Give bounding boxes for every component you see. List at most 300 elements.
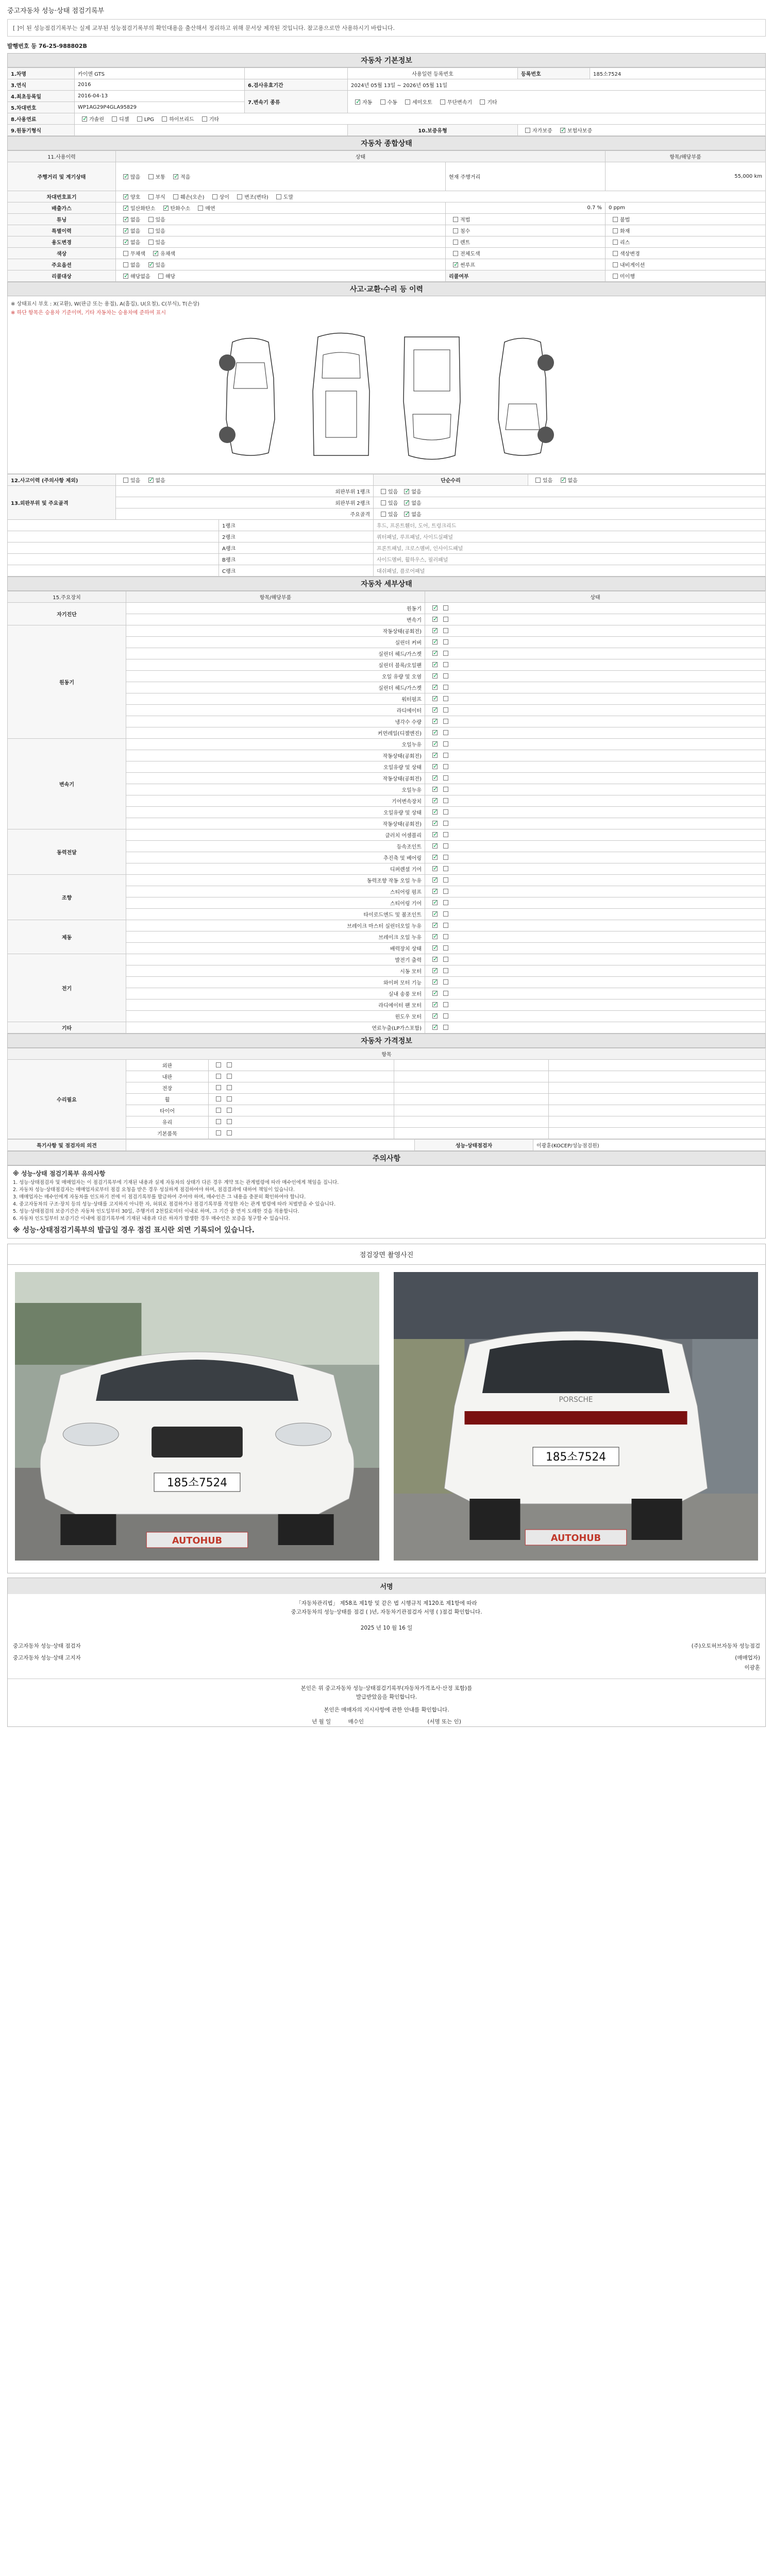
checkbox[interactable] xyxy=(443,889,448,894)
checkbox[interactable] xyxy=(432,968,438,973)
detail-item-status xyxy=(425,614,766,625)
checkbox[interactable] xyxy=(432,764,438,769)
detail-item-status xyxy=(425,954,766,965)
checkbox[interactable] xyxy=(148,478,154,483)
checkbox[interactable] xyxy=(443,605,448,611)
section-detail: 자동차 세부상태 xyxy=(7,577,766,591)
option-label: 보통 xyxy=(155,175,165,180)
checkbox[interactable] xyxy=(148,194,154,199)
detail-item-label: 작동상태(공회전) xyxy=(126,625,425,637)
detail-item-label: 추진축 및 베어링 xyxy=(126,852,425,863)
sign-inspector-company: (주)오토허브자동차 성능점검 xyxy=(691,1643,760,1649)
checkbox[interactable] xyxy=(123,217,128,222)
detail-item-status xyxy=(425,648,766,659)
checkbox[interactable] xyxy=(560,128,565,133)
checkbox[interactable] xyxy=(432,832,438,837)
option-label: 침수 xyxy=(460,229,470,234)
checkbox[interactable] xyxy=(432,809,438,815)
checkbox[interactable] xyxy=(216,1074,221,1079)
checkbox[interactable] xyxy=(148,262,154,267)
checkbox[interactable] xyxy=(443,934,448,939)
checkbox[interactable] xyxy=(480,99,485,105)
checkbox[interactable] xyxy=(432,991,438,996)
option-label: 있음 xyxy=(388,489,398,495)
checkbox[interactable] xyxy=(432,877,438,883)
checkbox[interactable] xyxy=(432,775,438,781)
checkbox[interactable] xyxy=(198,206,203,211)
detail-item-status xyxy=(425,965,766,977)
checkbox[interactable] xyxy=(432,639,438,645)
price-cell xyxy=(549,1071,766,1082)
checkbox[interactable] xyxy=(123,240,128,245)
checkbox[interactable] xyxy=(443,866,448,871)
checkbox[interactable] xyxy=(173,194,178,199)
option-label: 없음 xyxy=(130,263,141,268)
checkbox[interactable] xyxy=(123,194,128,199)
checkbox[interactable] xyxy=(123,206,128,211)
vin-marking-options xyxy=(116,191,766,202)
checkbox[interactable] xyxy=(112,116,117,122)
checkbox[interactable] xyxy=(432,651,438,656)
option-label: 무단변속기 xyxy=(447,100,473,106)
detail-item-label: 스티어링 기어 xyxy=(126,897,425,909)
checkbox[interactable] xyxy=(443,719,448,724)
checkbox[interactable] xyxy=(613,274,618,279)
detail-row xyxy=(8,739,766,750)
rank-items: 프론트패널, 크로스멤버, 인사이드패널 xyxy=(374,543,766,554)
option-label: 없음 xyxy=(130,240,141,246)
checkbox[interactable] xyxy=(216,1096,221,1101)
label-car-name: 1.차명 xyxy=(8,68,75,79)
checkbox[interactable] xyxy=(453,240,458,245)
checkbox[interactable] xyxy=(443,651,448,656)
checkbox[interactable] xyxy=(613,240,618,245)
checkbox[interactable] xyxy=(443,979,448,985)
rank-name: 1랭크 xyxy=(219,520,374,531)
checkbox[interactable] xyxy=(148,174,154,179)
notes-bottom: ※ 성능·상태점검기록부의 발급일 경우 점검 표시란 외면 기록되어 있습니다. xyxy=(13,1226,255,1234)
option-label: 세미오토 xyxy=(412,100,432,106)
checkbox[interactable] xyxy=(432,798,438,803)
checkbox[interactable] xyxy=(443,855,448,860)
emission-options xyxy=(116,202,446,214)
detail-item-label: 작동상태(공회전) xyxy=(126,773,425,784)
checkbox[interactable] xyxy=(443,1025,448,1030)
detail-item-label: 배력장치 상태 xyxy=(126,943,425,954)
label-inspection-period: 6.검사유효기간 xyxy=(245,79,348,91)
checkbox[interactable] xyxy=(404,512,409,517)
checkbox[interactable] xyxy=(432,889,438,894)
section-accident: 사고·교환·수리 등 이력 xyxy=(7,282,766,296)
price-cell xyxy=(549,1105,766,1116)
detail-item-status xyxy=(425,943,766,954)
option-label: 무채색 xyxy=(130,251,145,257)
price-item-label: 유리 xyxy=(126,1116,209,1128)
value-engine-type xyxy=(75,125,348,136)
checkbox[interactable] xyxy=(613,228,618,233)
checkbox[interactable] xyxy=(237,194,242,199)
checkbox[interactable] xyxy=(443,923,448,928)
checkbox[interactable] xyxy=(443,707,448,713)
checkbox[interactable] xyxy=(162,116,167,122)
detail-item-status xyxy=(425,977,766,988)
option-label: 없음 xyxy=(411,501,422,506)
label-recall-status: 리콜여부 xyxy=(446,270,606,282)
checkbox[interactable] xyxy=(432,900,438,905)
option-label: 기타 xyxy=(487,100,497,106)
detail-item-label: 오일누유 xyxy=(126,739,425,750)
detail-item-label: 작동상태(공회전) xyxy=(126,818,425,829)
option-label: 없음 xyxy=(155,478,165,484)
price-cell xyxy=(549,1116,766,1128)
checkbox[interactable] xyxy=(443,685,448,690)
rank-items: 사이드멤버, 휠하우스, 필러패널 xyxy=(374,554,766,565)
price-footer xyxy=(7,1139,766,1151)
checkbox[interactable] xyxy=(613,262,618,267)
sign-line-4: 발급받았음을 확인합니다. xyxy=(356,1694,417,1700)
front-car-photo-icon xyxy=(15,1272,379,1561)
checkbox[interactable] xyxy=(453,262,458,267)
price-cell xyxy=(209,1105,394,1116)
option-label: 도말 xyxy=(283,195,294,200)
detail-item-status xyxy=(425,920,766,931)
detail-item-status xyxy=(425,739,766,750)
sign-line-2: 중고자동차의 성능·상태를 점검 ( )년, 자동차기관점검자 서명 ( )점검 확인합니다. xyxy=(291,1609,482,1615)
sign-line-5: 본인은 매매자의 지시사항에 관한 안내를 확인합니다. xyxy=(324,1707,449,1713)
checkbox[interactable] xyxy=(227,1119,232,1124)
price-cell xyxy=(549,1082,766,1094)
registration-number xyxy=(7,42,766,50)
detail-row xyxy=(8,1022,766,1033)
checkbox[interactable] xyxy=(432,923,438,928)
option-label: 자가보증 xyxy=(532,128,552,134)
checkbox[interactable] xyxy=(432,821,438,826)
option-label: 미이행 xyxy=(620,274,635,280)
checkbox[interactable] xyxy=(440,99,445,105)
detail-item-status xyxy=(425,863,766,875)
checkbox[interactable] xyxy=(432,979,438,985)
detail-item-label: 오일유량 및 상태 xyxy=(126,761,425,773)
detail-item-label: 시동 모터 xyxy=(126,965,425,977)
detail-item-status xyxy=(425,852,766,863)
option-label: 있음 xyxy=(388,512,398,518)
label-frame: 주요골격 xyxy=(116,509,374,520)
checkbox[interactable] xyxy=(432,911,438,917)
checkbox[interactable] xyxy=(443,741,448,747)
inspector-signature: 이광훈 xyxy=(744,1665,760,1671)
checkbox[interactable] xyxy=(227,1096,232,1101)
detail-item-label: 스티어링 펌프 xyxy=(126,886,425,897)
checkbox[interactable] xyxy=(148,240,154,245)
checkbox[interactable] xyxy=(443,821,448,826)
value-car-name: 카이엔 GTS xyxy=(75,68,245,79)
detail-item-label: 라디에이터 xyxy=(126,705,425,716)
checkbox[interactable] xyxy=(443,945,448,951)
car-diagram xyxy=(8,319,765,473)
detail-table xyxy=(7,591,766,1033)
label-exterior: 13.외판부위 및 주요골격 xyxy=(8,486,116,520)
detail-row xyxy=(8,920,766,931)
accident-legend-note: ※ 하단 항목은 승용차 기준이며, 기타 자동차는 승용차에 준하여 표시 xyxy=(11,310,166,316)
option-label: 일산화탄소 xyxy=(130,206,156,212)
price-side-label: 수리필요 xyxy=(8,1060,126,1139)
checkbox[interactable] xyxy=(276,194,281,199)
detail-group-label: 조향 xyxy=(8,875,126,920)
price-item-label: 전장 xyxy=(126,1082,209,1094)
detail-row xyxy=(8,954,766,965)
checkbox[interactable] xyxy=(227,1130,232,1136)
checkbox[interactable] xyxy=(404,500,409,505)
checkbox[interactable] xyxy=(443,832,448,837)
detail-item-status xyxy=(425,931,766,943)
checkbox[interactable] xyxy=(443,753,448,758)
fuel-options xyxy=(75,113,766,125)
detail-item-label: 연료누출(LP가스포함) xyxy=(126,1022,425,1033)
checkbox[interactable] xyxy=(158,274,163,279)
accident-diagram-box xyxy=(7,296,766,474)
checkbox[interactable] xyxy=(432,866,438,871)
checkbox[interactable] xyxy=(525,128,530,133)
checkbox[interactable] xyxy=(443,673,448,679)
checkbox[interactable] xyxy=(443,991,448,996)
detail-item-label: 오일유량 및 상태 xyxy=(126,807,425,818)
checkbox[interactable] xyxy=(148,228,154,233)
rank-items: 대쉬패널, 플로어패널 xyxy=(374,565,766,577)
label-first-reg: 4.최초등록일 xyxy=(8,91,75,102)
checkbox[interactable] xyxy=(216,1085,221,1090)
label-engine-type: 9.원동기형식 xyxy=(8,125,75,136)
checkbox[interactable] xyxy=(123,274,128,279)
checkbox[interactable] xyxy=(443,809,448,815)
detail-item-label: 기어변속장치 xyxy=(126,795,425,807)
checkbox[interactable] xyxy=(443,730,448,735)
checkbox[interactable] xyxy=(453,228,458,233)
checkbox[interactable] xyxy=(443,787,448,792)
detail-item-label: 작동상태(공회전) xyxy=(126,750,425,761)
inspection-photo-rear xyxy=(394,1272,758,1561)
detail-item-status xyxy=(425,875,766,886)
checkbox[interactable] xyxy=(212,194,217,199)
rank-name: B랭크 xyxy=(219,554,374,565)
value-first-reg: 2016-04-13 xyxy=(75,91,245,102)
checkbox[interactable] xyxy=(82,116,87,122)
rear-car-photo-icon xyxy=(394,1272,758,1561)
transmission-options xyxy=(348,91,766,113)
label-special-notes: 특기사항 및 점검자의 의견 xyxy=(8,1140,126,1151)
checkbox[interactable] xyxy=(227,1085,232,1090)
checkbox[interactable] xyxy=(173,174,178,179)
checkbox[interactable] xyxy=(432,855,438,860)
checkbox[interactable] xyxy=(216,1062,221,1067)
checkbox[interactable] xyxy=(443,1013,448,1019)
checkbox[interactable] xyxy=(613,251,618,256)
checkbox[interactable] xyxy=(443,628,448,633)
checkbox[interactable] xyxy=(381,500,386,505)
sign-inspector-label: 중고자동차 성능·상태 점검자 xyxy=(13,1643,81,1649)
detail-item-status xyxy=(425,750,766,761)
section-notes: 주의사항 xyxy=(7,1151,766,1165)
basic-info-table xyxy=(7,67,766,136)
checkbox[interactable] xyxy=(123,262,128,267)
photos-title: 점검장면 촬영사진 xyxy=(7,1244,766,1264)
price-cell xyxy=(394,1060,549,1071)
detail-item-status xyxy=(425,818,766,829)
price-cell xyxy=(549,1060,766,1071)
label-accident-history: 12.사고이력 (주의사항 제외) xyxy=(8,474,116,486)
option-label: 없음 xyxy=(130,229,141,234)
label-plate: 사용일련 등록번호 xyxy=(348,68,518,79)
detail-group-label: 제동 xyxy=(8,920,126,954)
option-label: 화재 xyxy=(620,229,630,234)
checkbox[interactable] xyxy=(405,99,410,105)
checkbox[interactable] xyxy=(432,685,438,690)
checkbox[interactable] xyxy=(432,934,438,939)
note-line: 1. 성능·상태점검자 및 매매업자는 이 점검기록부에 기재된 내용과 실제 자동차의 상태가 다른 경우 계약 또는 관계법령에 따라 매수인에게 책임을 집니다. xyxy=(13,1180,339,1185)
reg-label: 발행번호 등 xyxy=(7,43,37,49)
checkbox[interactable] xyxy=(432,617,438,622)
sign-date2: 년 월 일 xyxy=(312,1719,331,1725)
checkbox[interactable] xyxy=(443,617,448,622)
checkbox[interactable] xyxy=(443,957,448,962)
checkbox[interactable] xyxy=(432,957,438,962)
checkbox[interactable] xyxy=(163,206,169,211)
detail-row xyxy=(8,829,766,841)
checkbox[interactable] xyxy=(432,730,438,735)
rank-items: 후드, 프론트휀더, 도어, 트렁크리드 xyxy=(374,520,766,531)
checkbox[interactable] xyxy=(432,628,438,633)
checkbox[interactable] xyxy=(443,900,448,905)
price-cell xyxy=(394,1116,549,1128)
checkbox[interactable] xyxy=(432,719,438,724)
checkbox[interactable] xyxy=(227,1108,232,1113)
checkbox[interactable] xyxy=(153,251,158,256)
checkbox[interactable] xyxy=(443,877,448,883)
checkbox[interactable] xyxy=(443,775,448,781)
checkbox[interactable] xyxy=(432,707,438,713)
checkbox[interactable] xyxy=(443,843,448,849)
detail-item-status xyxy=(425,705,766,716)
checkbox[interactable] xyxy=(381,512,386,517)
checkbox[interactable] xyxy=(216,1108,221,1113)
option-label: 없음 xyxy=(567,478,578,484)
checkbox[interactable] xyxy=(202,116,207,122)
option-label: LPG xyxy=(144,117,155,123)
buyer-signature: (서명 또는 인) xyxy=(427,1719,461,1725)
sign-line-3: 본인은 위 중고자동차 성능·상태점검기록부(자동차가격조사·산정 포함)를 xyxy=(300,1685,473,1691)
option-label: 있음 xyxy=(543,478,553,484)
checkbox[interactable] xyxy=(453,251,458,256)
detail-item-status xyxy=(425,603,766,614)
label-recall: 리콜대상 xyxy=(8,270,116,282)
label-vin-marking: 차대번호표기 xyxy=(8,191,116,202)
buyer-label: 매수인 xyxy=(348,1719,364,1725)
checkbox[interactable] xyxy=(443,911,448,917)
general-status-table xyxy=(7,150,766,282)
checkbox[interactable] xyxy=(123,478,128,483)
value-year: 2016 xyxy=(75,79,245,91)
detail-item-status xyxy=(425,1011,766,1022)
checkbox[interactable] xyxy=(148,217,154,222)
price-cell xyxy=(549,1128,766,1139)
checkbox[interactable] xyxy=(432,673,438,679)
checkbox[interactable] xyxy=(443,764,448,769)
checkbox[interactable] xyxy=(443,1002,448,1007)
label-color: 색상 xyxy=(8,248,116,259)
section-price: 자동차 가격정보 xyxy=(7,1033,766,1048)
label-warranty: 10.보증유형 xyxy=(348,125,518,136)
checkbox[interactable] xyxy=(432,741,438,747)
price-item-label: 기본품목 xyxy=(126,1128,209,1139)
checkbox[interactable] xyxy=(443,662,448,667)
checkbox[interactable] xyxy=(123,251,128,256)
checkbox[interactable] xyxy=(432,1013,438,1019)
label-rank2: 외판부위 2랭크 xyxy=(116,497,374,509)
detail-item-status xyxy=(425,625,766,637)
detail-item-label: 와이퍼 모터 기능 xyxy=(126,977,425,988)
checkbox[interactable] xyxy=(443,968,448,973)
option-label: 하이브리드 xyxy=(169,117,194,123)
rank-row xyxy=(8,531,219,543)
checkbox[interactable] xyxy=(216,1130,221,1136)
checkbox[interactable] xyxy=(432,753,438,758)
checkbox[interactable] xyxy=(123,174,128,179)
checkbox[interactable] xyxy=(216,1119,221,1124)
checkbox[interactable] xyxy=(381,489,386,494)
checkbox[interactable] xyxy=(535,478,541,483)
value-mileage: 55,000 km xyxy=(606,162,766,191)
header-usage: 11.사용이력 xyxy=(8,151,116,162)
checkbox[interactable] xyxy=(137,116,142,122)
checkbox[interactable] xyxy=(123,228,128,233)
checkbox[interactable] xyxy=(453,217,458,222)
checkbox[interactable] xyxy=(355,99,360,105)
checkbox[interactable] xyxy=(432,843,438,849)
checkbox[interactable] xyxy=(227,1074,232,1079)
checkbox[interactable] xyxy=(404,489,409,494)
checkbox[interactable] xyxy=(432,662,438,667)
price-item-label: 내판 xyxy=(126,1071,209,1082)
checkbox[interactable] xyxy=(432,1002,438,1007)
detail-item-status xyxy=(425,773,766,784)
checkbox[interactable] xyxy=(432,605,438,611)
label-emission: 배출가스 xyxy=(8,202,116,214)
price-table xyxy=(7,1048,766,1139)
header-device: 15.주요장치 xyxy=(8,591,126,603)
checkbox[interactable] xyxy=(380,99,385,105)
price-cell xyxy=(394,1094,549,1105)
sign-heading: 서명 xyxy=(8,1578,765,1594)
checkbox[interactable] xyxy=(443,639,448,645)
checkbox[interactable] xyxy=(432,787,438,792)
rank-row xyxy=(8,543,219,554)
label-current-mileage: 현재 주행거리 xyxy=(446,162,606,191)
checkbox[interactable] xyxy=(227,1062,232,1067)
notice-text: [ ]이 된 성능점검기록부는 실제 교부된 성능점검기록부의 확인대용을 출산해서 정리하고 위해 문서상 제작된 것입니다. 참고용으로만 사용하시기 바랍니다. xyxy=(13,25,395,31)
note-line: 2. 자동차 성능·상태점검자는 매매업자로부터 점검 요청을 받은 경우 성실하게 점검하여야 하며, 점검결과에 대하여 책임이 있습니다. xyxy=(13,1187,295,1193)
checkbox[interactable] xyxy=(432,696,438,701)
checkbox[interactable] xyxy=(561,478,566,483)
checkbox[interactable] xyxy=(613,217,618,222)
detail-item-label: 변속기 xyxy=(126,614,425,625)
checkbox[interactable] xyxy=(443,696,448,701)
checkbox[interactable] xyxy=(443,798,448,803)
checkbox[interactable] xyxy=(432,945,438,951)
checkbox[interactable] xyxy=(432,1025,438,1030)
detail-item-status xyxy=(425,829,766,841)
detail-group-label: 기타 xyxy=(8,1022,126,1033)
option-label: 적법 xyxy=(460,217,470,223)
rank-row xyxy=(8,565,219,577)
